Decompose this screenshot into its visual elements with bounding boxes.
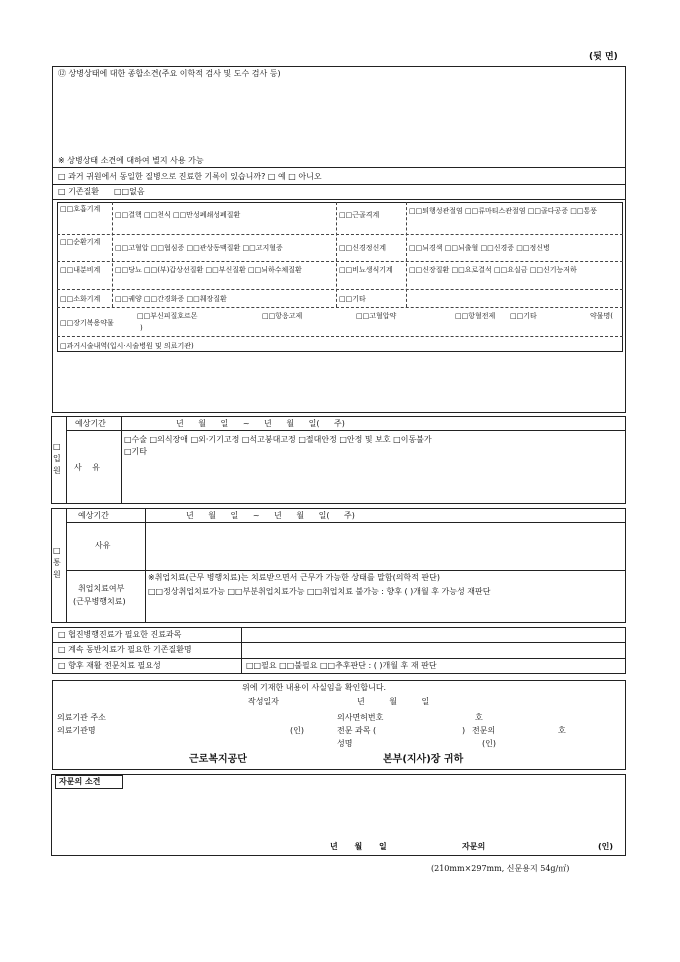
inpatient-reason-label: 사 유 <box>74 463 100 472</box>
medication-option[interactable]: □□고혈압약 <box>356 312 397 320</box>
work-treatment-note: ※취업치료(근무 병행치료)는 치료받으면서 근무가 가능한 상태를 말함(의학적 판단) <box>148 573 441 582</box>
past-visit-question[interactable]: □ 과거 귀원에서 동일한 질병으로 진료한 기록이 있습니까? □ 예 □ 아니오 <box>58 172 322 181</box>
outpatient-checkbox-label[interactable]: □ 통원 <box>53 546 61 579</box>
specialty-label: 전문 과목 ( <box>337 726 377 735</box>
outpatient-reason-label: 사유 <box>95 541 111 550</box>
inpatient-reason-options[interactable]: □수술 □의식장애 □외·기기고정 □석고붕대고정 □절대안정 □안정 및 보호 □이동불가 <box>124 435 432 444</box>
inpatient-period-label: 예상기간 <box>75 419 106 428</box>
inpatient-checkbox-label[interactable]: □ 입원 <box>53 442 61 475</box>
disease-options[interactable]: □□뇌경색 □□뇌출혈 □□신경증 □□정신병 <box>409 244 550 252</box>
continuous-disease-label[interactable]: □ 계속 동반치료가 필요한 기존질환명 <box>58 645 192 654</box>
outpatient-section <box>51 508 626 623</box>
disease-options[interactable]: □□퇴행성관절염 □□류마티스관절염 □□골다공증 □□통풍 <box>409 207 598 215</box>
specialty-close: ) <box>462 726 466 735</box>
disease-options[interactable]: □□당뇨 □□(부)갑상선질환 □□부신질환 □□뇌하수체질환 <box>115 266 302 274</box>
advisor-role: 자문의 <box>462 842 486 851</box>
specialist-label: 전문의 <box>472 726 496 735</box>
disease-category[interactable]: □□호흡기계 <box>60 205 101 213</box>
work-treatment-options[interactable]: □□정상취업치료가능 □□부분취업치료가능 □□취업치료 불가능 : 향후 ( )개월 후 가능성 재판단 <box>148 587 491 596</box>
disease-options[interactable]: □□궤양 □□간경화증 □□췌장질환 <box>115 295 227 303</box>
rehab-label[interactable]: □ 향후 재활 전문치료 필요성 <box>58 661 161 670</box>
hospital-address-label: 의료기관 주소 <box>57 713 106 722</box>
medication-label[interactable]: □□장기복용약물 <box>60 319 114 327</box>
medication-option[interactable]: □□항응고제 <box>262 312 303 320</box>
hospital-seal: (인) <box>290 726 304 735</box>
inpatient-reason-other[interactable]: □기타 <box>124 447 148 456</box>
diagnosis-note: ※ 상병상태 소견에 대하여 별지 사용 가능 <box>58 156 204 165</box>
medication-option[interactable]: □□부신피질호르몬 <box>137 312 198 320</box>
write-date-value[interactable]: 년 월 일 <box>357 697 430 706</box>
work-treatment-label: 취업치료여부 <box>78 584 125 593</box>
disease-options[interactable]: □□신장질환 □□요로결석 □□요실금 □□신기능저하 <box>409 266 577 274</box>
disease-category[interactable]: □□신경정신계 <box>339 244 387 252</box>
specialist-ho: 호 <box>558 726 566 735</box>
disease-category[interactable]: □□기타 <box>339 295 366 303</box>
write-date-label: 작성일자 <box>248 697 279 706</box>
confirmation-section <box>52 680 626 770</box>
medication-name-label: 약물명( <box>590 312 614 320</box>
person-name-label: 성명 <box>337 739 353 748</box>
base-disease-none[interactable]: □□없음 <box>114 187 145 196</box>
disease-category[interactable]: □□내분비계 <box>60 266 101 274</box>
outpatient-period-label: 예상기간 <box>78 511 109 520</box>
disease-category[interactable]: □□비뇨생식기계 <box>339 266 393 274</box>
license-ho: 호 <box>475 713 483 722</box>
advisor-label: 자문의 소견 <box>59 777 101 786</box>
disease-category[interactable]: □□근골격계 <box>339 211 380 219</box>
rehab-options[interactable]: □□필요 □□불필요 □□추후판단 : ( )개월 후 재 판단 <box>246 661 437 670</box>
work-treatment-sublabel: (근무병행치료) <box>73 597 126 606</box>
paper-spec-footer: (210mm×297mm, 신문용지 54g/㎡) <box>431 864 570 873</box>
advisor-seal: (인) <box>598 842 614 851</box>
recipient: 본부(지사)장 귀하 <box>383 754 464 765</box>
hospital-name-label: 의료기관명 <box>57 726 96 735</box>
outpatient-period-value[interactable]: 년 월 일 ~ 년 월 일( 주) <box>186 511 355 520</box>
diagnosis-title: ⑫ 상병상태에 대한 종합소견(주요 이학적 검사 및 도수 검사 등) <box>58 69 281 78</box>
agency-name: 근로복지공단 <box>189 754 247 765</box>
surgery-history[interactable]: □과거시술내역(입시·시술병원 및 의료기관) <box>60 342 194 350</box>
disease-options[interactable]: □□결핵 □□천식 □□만성폐쇄성폐질환 <box>115 211 241 219</box>
inpatient-period-value[interactable]: 년 월 일 ~ 년 월 일( 주) <box>176 419 345 428</box>
disease-category[interactable]: □□순환기계 <box>60 238 101 246</box>
person-seal: (인) <box>482 739 496 748</box>
confirm-statement: 위에 기재한 내용이 사실임을 확인합니다. <box>242 683 387 692</box>
disease-category[interactable]: □□소화기계 <box>60 295 101 303</box>
base-disease-label: □ 기존질환 <box>58 187 100 196</box>
medication-option[interactable]: □□항혈전제 <box>455 312 496 320</box>
disease-options[interactable]: □□고혈압 □□협심증 □□관상동맥질환 □□고지혈증 <box>115 244 283 252</box>
coop-treatment-label[interactable]: □ 협진병행진료가 필요한 진료과목 <box>58 630 182 639</box>
page-side-label: (뒷 면) <box>589 52 618 62</box>
medication-close-paren: ) <box>140 324 143 332</box>
medication-option[interactable]: □□기타 <box>510 312 537 320</box>
license-number-label: 의사면허번호 <box>337 713 384 722</box>
advisor-date[interactable]: 년 월 일 <box>330 842 387 851</box>
